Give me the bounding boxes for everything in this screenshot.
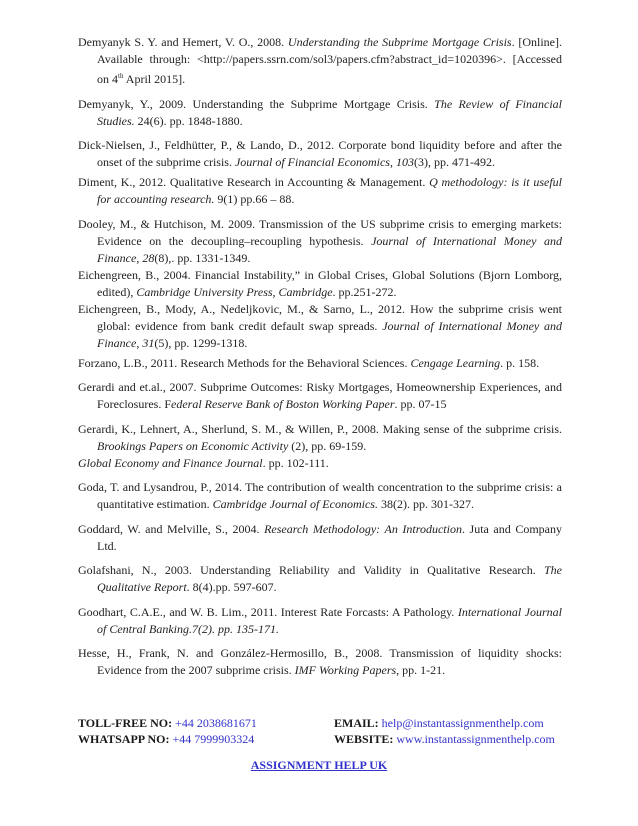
reference-entry: Demyanyk S. Y. and Hemert, V. O., 2008. Understanding the Subprime Mortgage Crisis. [Online]. Available through: <http://papers.ssrn.com/sol3/papers.cfm?abstract_id=1020396>. [Accessed on 4th April 2015]. [78, 35, 562, 86]
reference-entry: Goda, T. and Lysandrou, P., 2014. The contribution of wealth concentration to the subprime crisis: a quantitative estimation. Cambridge Journal of Economics. 38(2). pp. 301-327. [78, 480, 562, 511]
reference-entry: Dick-Nielsen, J., Feldhütter, P., & Lando, D., 2012. Corporate bond liquidity before and after the onset of the subprime crisis. Journal of Financial Economics, 103(3), pp. 471-492. [78, 138, 562, 169]
reference-entry: Goodhart, C.A.E., and W. B. Lim., 2011. Interest Rate Forcasts: A Pathology. International Journal of Central Banking.7(2). pp. 135-171. [78, 604, 562, 636]
reference-entry: Dooley, M., & Hutchison, M. 2009. Transmission of the US subprime crisis to emerging markets: Evidence on the decoupling–recoupling hypothesis. Journal of International Money and Finance, 28(8),. pp. 1331-1349. [78, 216, 563, 265]
reference-entry: Forzano, L.B., 2011. Research Methods for the Behavioral Sciences. Cengage Learning. p. 158. [78, 355, 540, 370]
reference-entry: Eichengreen, B., Mody, A., Nedeljkovic, M., & Sarno, L., 2012. How the subprime crisis went global: evidence from bank credit default swap spreads. Journal of International Money and Finance, 31(5), pp. 1299-1318. [78, 301, 563, 350]
reference-entry: Global Economy and Finance Journal. pp. 102-111. [78, 455, 329, 470]
reference-list [78, 34, 562, 679]
reference-entry: Hesse, H., Frank, N. and González-Hermosillo, B., 2008. Transmission of liquidity shocks: Evidence from the 2007 subprime crisis. IMF Working Papers, pp. 1-21. [78, 646, 562, 677]
email-contact [334, 715, 544, 731]
reference-entry: Demyanyk, Y., 2009. Understanding the Subprime Mortgage Crisis. The Review of Financial Studies. 24(6). pp. 1848-1880. [78, 96, 562, 128]
reference-entry: Gerardi and et.al., 2007. Subprime Outcomes: Risky Mortgages, Homeownership Experiences, and Foreclosures. Federal Reserve Bank of Boston Working Paper. pp. 07-15 [78, 380, 562, 411]
website-contact [334, 731, 555, 747]
reference-entry: Diment, K., 2012. Qualitative Research in Accounting & Management. Q methodology: is it useful for accounting research. 9(1) pp.66 – 88. [78, 175, 562, 206]
whatsapp-number[interactable]: +44 7999903324 [172, 732, 255, 746]
whatsapp-contact [78, 731, 254, 747]
brand-link[interactable]: ASSIGNMENT HELP UK [250, 758, 388, 772]
website-link[interactable]: www.instantassignmenthelp.com [396, 732, 555, 746]
reference-entry: Goddard, W. and Melville, S., 2004. Research Methodology: An Introduction. Juta and Company Ltd. [78, 521, 562, 553]
reference-entry: Eichengreen, B., 2004. Financial Instability,” in Global Crises, Global Solutions (Bjorn Lomborg, edited), Cambridge University Press, Cambridge. pp.251-272. [78, 267, 562, 299]
website-label: WEBSITE: [334, 732, 394, 746]
email-label: EMAIL: [334, 716, 379, 730]
tollfree-contact [78, 715, 257, 731]
reference-entry: Gerardi, K., Lehnert, A., Sherlund, S. M., & Willen, P., 2008. Making sense of the subprime crisis. Brookings Papers on Economic Activity (2), pp. 69-159. [78, 421, 562, 453]
reference-entry: Golafshani, N., 2003. Understanding Reliability and Validity in Qualitative Research. The Qualitative Report. 8(4).pp. 597-607. [78, 563, 562, 594]
tollfree-number[interactable]: +44 2038681671 [175, 716, 257, 730]
tollfree-label: TOLL-FREE NO: [78, 716, 173, 730]
email-link[interactable]: help@instantassignmenthelp.com [381, 716, 544, 730]
whatsapp-label: WHATSAPP NO: [78, 732, 170, 746]
